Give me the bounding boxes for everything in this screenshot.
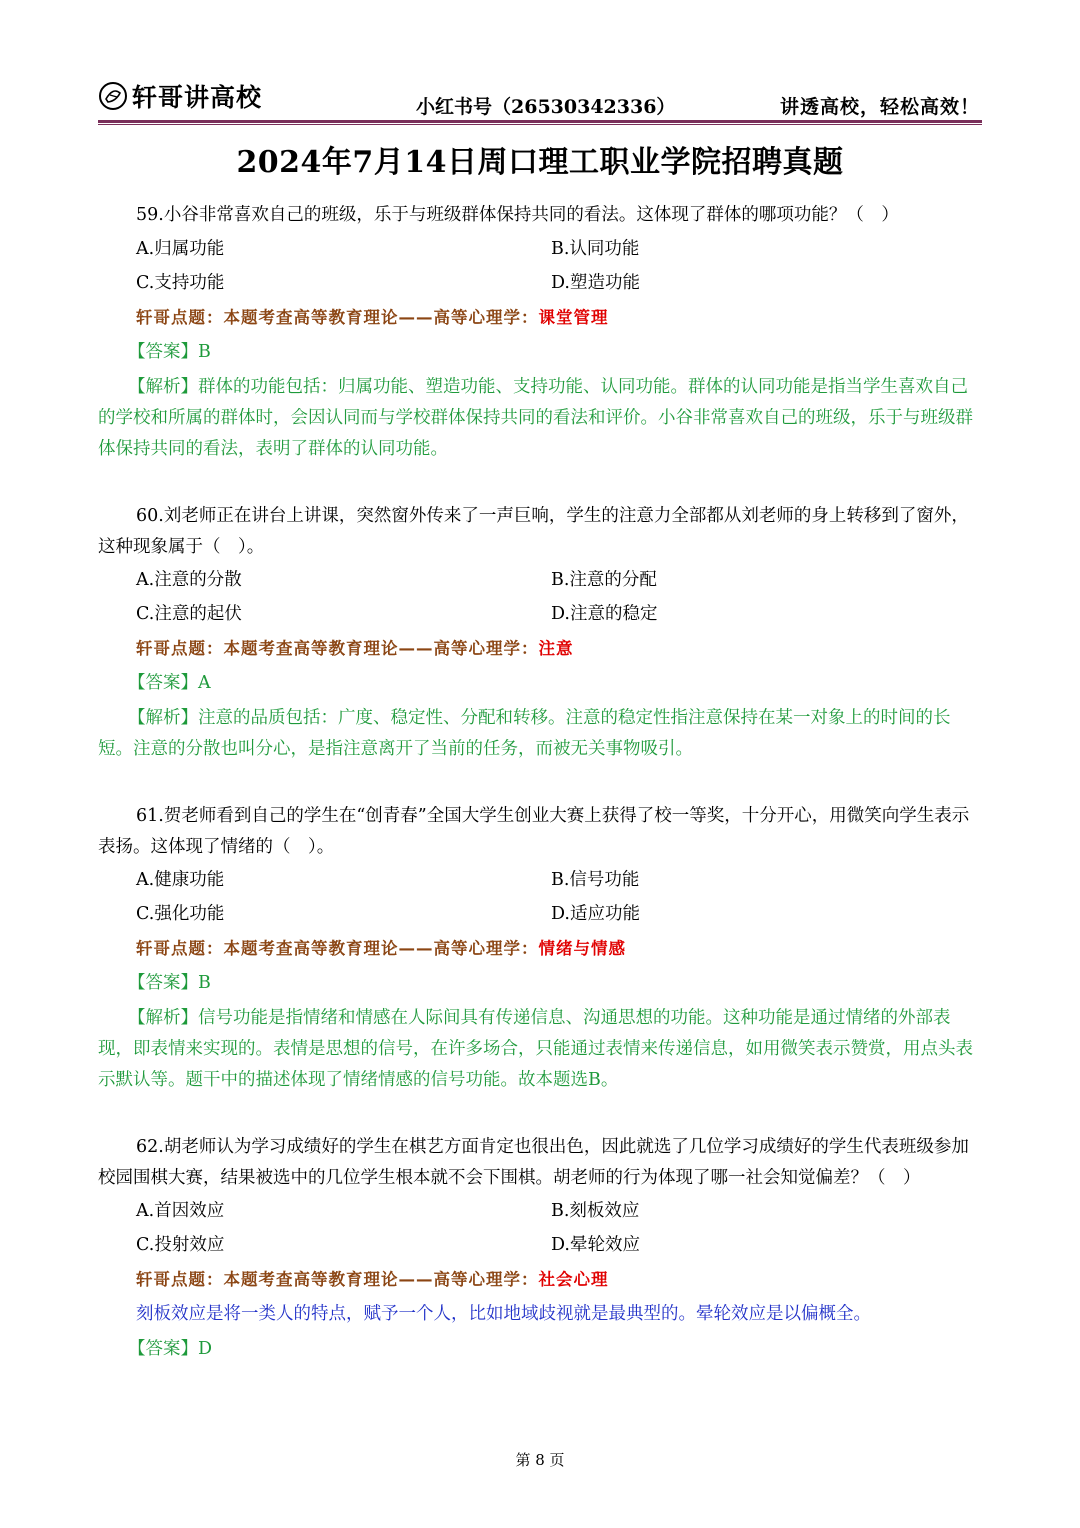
explanation-text: 注意的品质包括：广度、稳定性、分配和转移。注意的稳定性指注意保持在某一对象上的时间的长短。注意的分散也叫分心，是指注意离开了当前的任务，而被无关事物吸引。 — [98, 708, 951, 759]
answer-value: A — [198, 673, 211, 693]
tip-prefix: 轩哥点题：本题考查高等教育理论——高等心理学： — [136, 1270, 539, 1289]
tip-prefix: 轩哥点题：本题考查高等教育理论——高等心理学： — [136, 308, 539, 327]
options-row — [98, 1228, 982, 1262]
tip-prefix: 轩哥点题：本题考查高等教育理论——高等心理学： — [136, 639, 539, 658]
header-contact: 小红书号（26530342336） — [416, 96, 676, 118]
page-title: 2024年7月14日周口理工职业学院招聘真题 — [236, 145, 844, 180]
question-text: 60.刘老师正在讲台上讲课，突然窗外传来了一声巨响，学生的注意力全部都从刘老师的身上转移到了窗外，这种现象属于（ ）。 — [98, 506, 969, 557]
logo-emblem-icon — [98, 81, 128, 111]
options-row — [98, 597, 982, 631]
explanation — [98, 372, 982, 465]
answer-label: 【答案】 — [128, 673, 198, 693]
logo-text: 轩哥讲高校 — [132, 83, 263, 112]
topic-tip — [98, 631, 982, 666]
answer-label: 【答案】 — [128, 973, 198, 993]
option-b: B.刻板效应 — [551, 1201, 640, 1221]
tip-topic: 课堂管理 — [538, 308, 609, 327]
answer — [98, 966, 982, 1001]
explanation-label: 【解析】 — [128, 708, 198, 728]
tip-prefix: 轩哥点题：本题考查高等教育理论——高等心理学： — [136, 939, 539, 958]
answer — [98, 335, 982, 370]
option-c: C.强化功能 — [136, 904, 225, 924]
option-b: B.认同功能 — [551, 239, 640, 259]
questions-body — [98, 198, 982, 1367]
topic-tip — [98, 300, 982, 335]
options-row — [98, 232, 982, 266]
option-a: A.归属功能 — [136, 239, 225, 259]
option-a: A.健康功能 — [136, 870, 225, 890]
options-row — [98, 266, 982, 300]
question-62 — [98, 1132, 982, 1367]
explanation-label: 【解析】 — [128, 377, 198, 397]
brand-logo — [98, 78, 262, 114]
options-row — [98, 863, 982, 897]
explanation-text: 群体的功能包括：归属功能、塑造功能、支持功能、认同功能。群体的认同功能是指当学生喜欢自己的学校和所属的群体时，会因认同而与学校群体保持共同的看法和评价。小谷非常喜欢自己的班级，乐于与班级群体保持共同的看法，表明了群体的认同功能。 — [98, 377, 973, 459]
answer — [98, 666, 982, 701]
option-b: B.信号功能 — [551, 870, 640, 890]
page-header — [98, 72, 982, 124]
option-d: D.注意的稳定 — [551, 604, 658, 624]
answer-value: D — [198, 1339, 213, 1359]
page-number: 第 8 页 — [515, 1451, 565, 1469]
answer-value: B — [198, 342, 211, 362]
tip-topic: 注意 — [538, 639, 574, 658]
question-text: 59.小谷非常喜欢自己的班级，乐于与班级群体保持共同的看法。这体现了群体的哪项功能？（ ） — [136, 205, 899, 225]
header-slogan: 讲透高校，轻松高效！ — [779, 96, 980, 118]
tip-topic: 情绪与情感 — [538, 939, 626, 958]
explanation — [98, 1003, 982, 1096]
topic-tip — [98, 931, 982, 966]
tip-topic: 社会心理 — [538, 1270, 609, 1289]
explanation-text: 信号功能是指情绪和情感在人际间具有传递信息、沟通思想的功能。这种功能是通过情绪的外部表现，即表情来实现的。表情是思想的信号，在许多场合，只能通过表情来传递信息，如用微笑表示赞赏，用点头表示默认等。题干中的描述体现了情绪情感的信号功能。故本题选B。 — [98, 1008, 973, 1090]
option-b: B.注意的分配 — [551, 570, 657, 590]
answer-value: B — [198, 973, 211, 993]
options-row — [98, 897, 982, 931]
option-c: C.投射效应 — [136, 1235, 225, 1255]
options-row — [98, 563, 982, 597]
explanation-label: 【解析】 — [128, 1008, 198, 1028]
header-divider-thin — [98, 124, 982, 125]
option-a: A.注意的分散 — [136, 570, 242, 590]
teacher-note: 刻板效应是将一类人的特点，赋予一个人，比如地域歧视就是最典型的。晕轮效应是以偏概全。 — [136, 1304, 871, 1324]
option-d: D.适应功能 — [551, 904, 640, 924]
question-text: 62.胡老师认为学习成绩好的学生在棋艺方面肯定也很出色，因此就选了几位学习成绩好的学生代表班级参加校园围棋大赛，结果被选中的几位学生根本就不会下围棋。胡老师的行为体现了哪一社会知觉偏差？（ ） — [98, 1137, 969, 1188]
explanation — [98, 703, 982, 765]
option-a: A.首因效应 — [136, 1201, 225, 1221]
question-60 — [98, 501, 982, 765]
option-d: D.晕轮效应 — [551, 1235, 640, 1255]
answer-label: 【答案】 — [128, 1339, 198, 1359]
answer — [98, 1332, 982, 1367]
option-d: D.塑造功能 — [551, 273, 640, 293]
option-c: C.注意的起伏 — [136, 604, 242, 624]
answer-label: 【答案】 — [128, 342, 198, 362]
header-divider — [98, 120, 982, 123]
question-59 — [98, 198, 982, 465]
question-text: 61.贺老师看到自己的学生在“创青春”全国大学生创业大赛上获得了校一等奖，十分开心，用微笑向学生表示表扬。这体现了情绪的（ ）。 — [98, 806, 970, 857]
option-c: C.支持功能 — [136, 273, 225, 293]
options-row — [98, 1194, 982, 1228]
question-61 — [98, 801, 982, 1096]
topic-tip — [98, 1262, 982, 1297]
